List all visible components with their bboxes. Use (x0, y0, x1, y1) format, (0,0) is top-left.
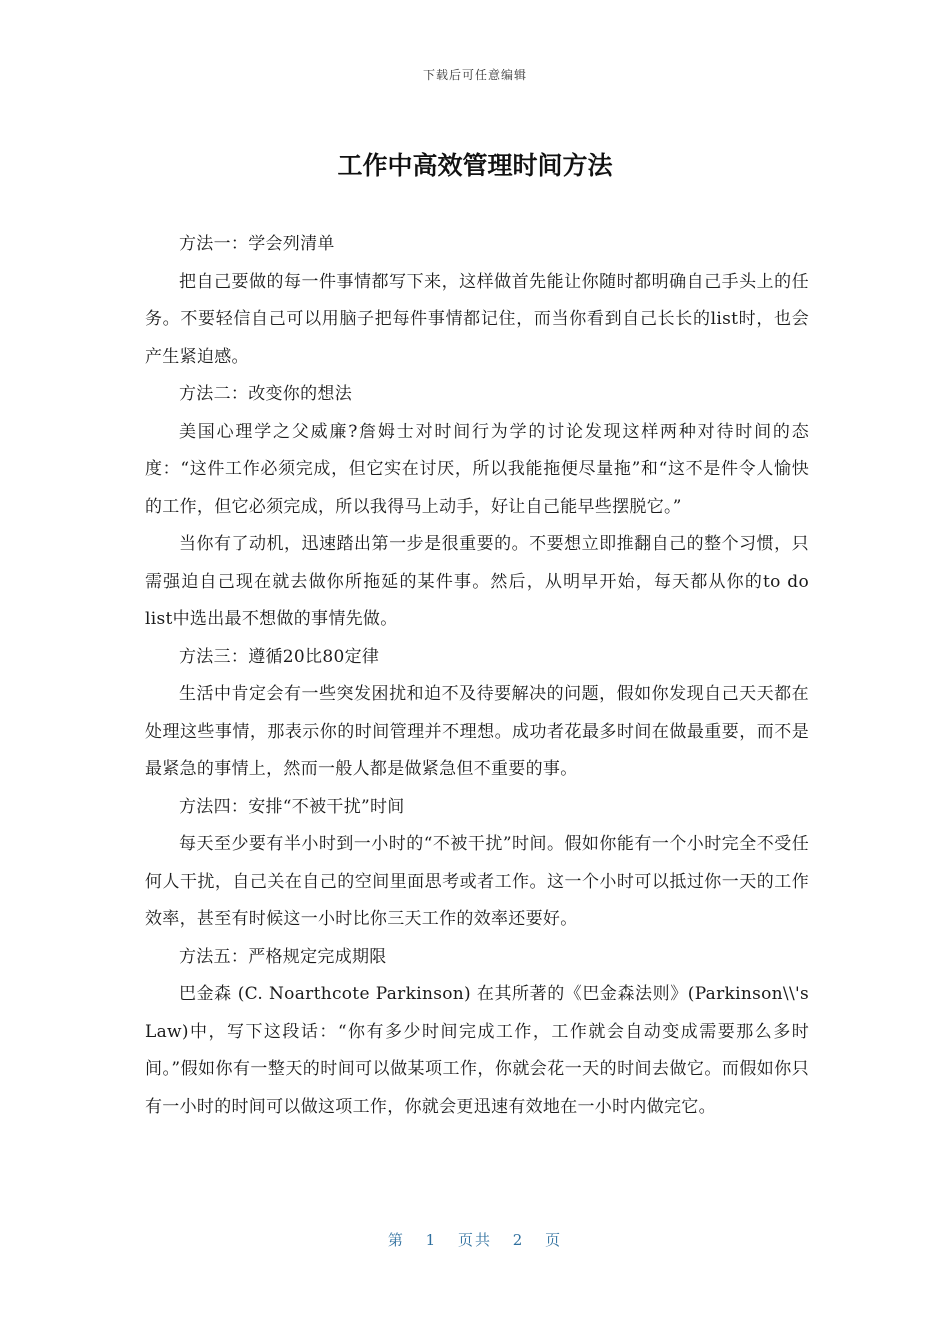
document-title: 工作中高效管理时间方法 (337, 151, 613, 180)
method-1-paragraph: 把自己要做的每一件事情都写下来，这样做首先能让你随时都明确自己手头上的任务。不要轻信自己可以用脑子把每件事情都记住，而当你看到自己长长的list时，也会产生紧迫感。 (145, 271, 809, 367)
document-body (145, 226, 809, 1126)
method-4-paragraph: 每天至少要有半小时到一小时的“不被干扰”时间。假如你能有一个小时完全不受任何人干扰，自己关在自己的空间里面思考或者工作。这一个小时可以抵过你一天的工作效率，甚至有时候这一小时比你三天工作的效率还要好。 (145, 834, 809, 929)
method-5-paragraph: 巴金森 (C. Noarthcote Parkinson) 在其所著的《巴金森法则》(Parkinson\\'s Law)中，写下这段话：“你有多少时间完成工作，工作就会自动变成需要那么多时间。”假如你有一整天的时间可以做某项工作，你就会花一天的时间去做它。而假如你只有一小时的时间可以做这项工作，你就会更迅速有效地在一小时内做完它。 (145, 984, 809, 1117)
method-1-heading: 方法一：学会列清单 (179, 234, 335, 254)
method-3-paragraph: 生活中肯定会有一些突发困扰和迫不及待要解决的问题，假如你发现自己天天都在处理这些事情，那表示你的时间管理并不理想。成功者花最多时间在做最重要，而不是最紧急的事情上，然而一般人都是做紧急但不重要的事。 (145, 684, 809, 779)
header-note: 下载后可任意编辑 (422, 68, 527, 82)
method-2-paragraph-1: 美国心理学之父威廉?詹姆士对时间行为学的讨论发现这样两种对待时间的态度：“这件工作必须完成，但它实在讨厌，所以我能拖便尽量拖”和“这不是件令人愉快的工作，但它必须完成，所以我得马上动手，好让自己能早些摆脱它。” (145, 421, 809, 517)
method-2-paragraph-2: 当你有了动机，迅速踏出第一步是很重要的。不要想立即推翻自己的整个习惯，只需强迫自己现在就去做你所拖延的某件事。然后，从明早开始，每天都从你的to do list中选出最不想做的事情先做。 (145, 534, 809, 629)
method-4-heading: 方法四：安排“不被干扰”时间 (179, 796, 405, 817)
page-number-footer: 第 1 页共 2 页 (387, 1231, 563, 1249)
method-2-heading: 方法二：改变你的想法 (179, 384, 352, 404)
method-3-heading: 方法三：遵循20比80定律 (179, 646, 380, 667)
method-5-heading: 方法五：严格规定完成期限 (179, 946, 387, 967)
